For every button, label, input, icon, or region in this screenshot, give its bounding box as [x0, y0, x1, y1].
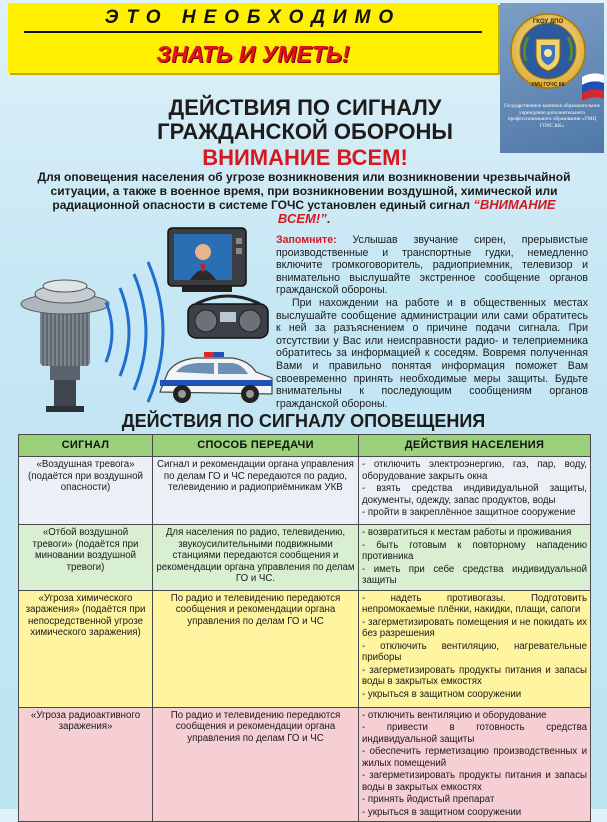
table-row: [19, 457, 591, 525]
actions-cell: [359, 525, 591, 591]
action-item: - привести в готовность средства индивидуальной защиты: [362, 722, 587, 745]
intro-end: .: [326, 212, 331, 226]
action-item: - быть готовым к повторному нападению противника: [362, 539, 587, 562]
signal-cell: «Угроза химического заражения» (подаётся при непосредственной угрозе химического заражения): [19, 590, 153, 707]
page-title: [80, 96, 530, 170]
table-header-row: [19, 435, 591, 457]
intro-text: Для оповещения населения об угрозе возникновения или возникновении чрезвычайной ситуации, а также в военное время, при возникновении воздушной, химической или радиационной опасности в системе ГОЧС установлен единый сигнал: [37, 170, 571, 212]
method-cell: По радио и телевидению передаются сообщения и рекомендации органа управления по делам ГО и ЧС: [153, 590, 359, 707]
tv-icon: [168, 228, 246, 292]
method-cell: По радио и телевидению передаются сообщения и рекомендации органа управления по делам ГО и ЧС: [153, 707, 359, 822]
warning-illustration: [10, 222, 280, 412]
russian-flag-icon: [582, 67, 604, 107]
crest-icon: [508, 9, 588, 91]
memo-paragraph: [276, 234, 588, 410]
intro-paragraph: [30, 170, 578, 226]
action-item: - укрыться в защитном сооружении: [362, 688, 522, 700]
action-item: - пройти в закреплённое защитное сооружение: [362, 507, 576, 518]
header-actions: ДЕЙСТВИЯ НАСЕЛЕНИЯ: [359, 435, 591, 457]
radio-icon: [188, 296, 268, 338]
header-method: СПОСОБ ПЕРЕДАЧИ: [153, 435, 359, 457]
signal-cell: «Угроза радиоактивного заражения»: [19, 707, 153, 822]
signal-actions-table: [18, 434, 591, 822]
sound-waves-icon: [106, 262, 163, 402]
signal-cell: «Воздушная тревога» (подаётся при воздушной опасности): [19, 457, 153, 525]
actions-cell: [359, 590, 591, 707]
banner-bottom-text: ЗНАТЬ И УМЕТЬ!: [156, 41, 350, 67]
police-car-icon: [160, 352, 272, 403]
action-item: - загерметизировать помещения и не покидать их без разрешения: [362, 616, 587, 639]
emblem-bottom-label: УМЦ ГОЧС КК: [531, 82, 565, 88]
table-title: ДЕЙСТВИЯ ПО СИГНАЛУ ОПОВЕЩЕНИЯ: [121, 411, 486, 431]
header-signal: СИГНАЛ: [19, 435, 153, 457]
memo-lead: Запомните:: [276, 234, 337, 246]
emblem-caption: Государственное казенное образовательное учреждение дополнительного профессионального образования «УМЦ ГОЧС КК»: [504, 103, 600, 129]
action-item: - возвратиться к местам работы и проживания: [362, 527, 572, 538]
method-cell: Сигнал и рекомендации органа управления по делам ГО и ЧС передаются по радио, телевидению и радиоприёмникам УКВ: [153, 457, 359, 525]
table-row: [19, 525, 591, 591]
table-row: [19, 707, 591, 822]
intro-signal: “ВНИМАНИЕ ВСЕМ!”: [277, 197, 556, 226]
action-item: - загерметизировать продукты питания и запасы воды в закрытых емкостях: [362, 770, 587, 793]
action-item: - иметь при себе средства индивидуальной защиты: [362, 563, 587, 586]
title-line-2: ГРАЖДАНСКОЙ ОБОРОНЫ: [157, 119, 453, 144]
siren-icon: [21, 280, 109, 412]
action-item: - отключить вентиляцию и оборудование: [362, 709, 547, 721]
method-cell: Для населения по радио, телевидению, звукоусилительными подвижными станциями передаются сообщения и рекомендации органа управления по делам ГО и ЧС.: [153, 525, 359, 591]
action-item: - надеть противогазы. Подготовить непромокаемые плёнки, накидки, плащи, сапоги: [362, 592, 587, 615]
action-item: - отключить вентиляцию, нагревательные приборы: [362, 640, 587, 663]
action-item: - взять средства индивидуальной защиты, документы, одежду, запас продуктов, воды: [362, 483, 587, 506]
actions-cell: [359, 457, 591, 525]
action-item: - загерметизировать продукты питания и запасы воды в закрытых емкостях: [362, 664, 587, 687]
emblem-top-label: ГКОУ ДПО: [532, 19, 564, 25]
title-line-1: ДЕЙСТВИЯ ПО СИГНАЛУ: [168, 95, 442, 120]
banner-divider: [24, 31, 482, 33]
action-item: - отключить электроэнергию, газ, пар, воду, оборудование закрыть окна: [362, 459, 587, 482]
banner-top-text: ЭТО НЕОБХОДИМО: [104, 7, 402, 28]
actions-cell: [359, 707, 591, 822]
top-banner: [8, 3, 498, 73]
action-item: - укрыться в защитном сооружении: [362, 806, 522, 818]
action-item: - принять йодистый препарат: [362, 794, 495, 805]
action-item: - обеспечить герметизацию производственных и жилых помещений: [362, 746, 587, 769]
memo-text-2: При нахождении на работе и в общественных местах выслушайте сообщение администрации или сами обратитесь к ней за разъяснением о причине подачи сигнала. При отсутствии у Вас или неисправности радио- и телеприемника обратитесь за информацией к соседям. Вовремя полученная Вами и правильно понятая информация поможет Вам своевременно принять необходимые меры защиты. Будьте внимательны к последующим сообщениям органов гражданской обороны.: [276, 296, 588, 410]
title-alert: ВНИМАНИЕ ВСЕМ!: [202, 145, 408, 170]
table-row: [19, 590, 591, 707]
memo-text-1: Услышав звучание сирен, прерывистые производственные и транспортные гудки, немедленно включите громкоговоритель, радиоприемник, телевизор и внимательно выслушайте экстренное сообщение органов гражданской обороны.: [276, 234, 588, 297]
signal-cell: «Отбой воздушной тревоги» (подаётся при миновании воздушной тревоги): [19, 525, 153, 591]
